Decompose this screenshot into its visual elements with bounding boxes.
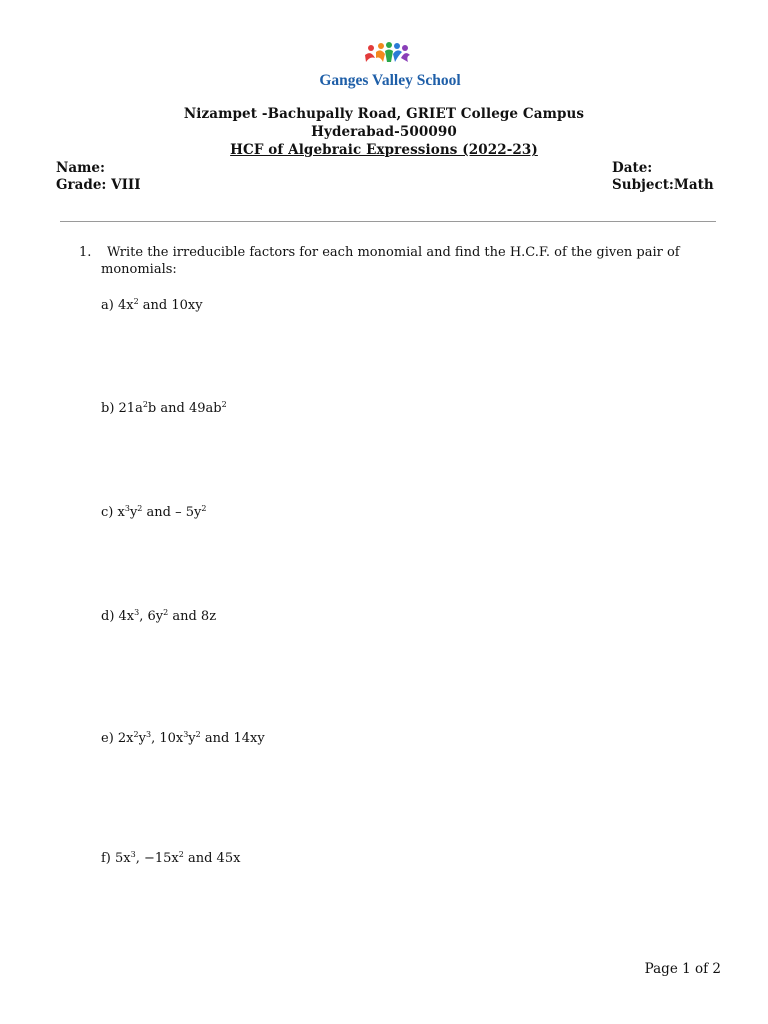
expression-text: and 8z — [168, 609, 217, 624]
date-label: Date: — [612, 160, 653, 176]
exponent: 2 — [221, 400, 227, 409]
expression-text: y — [138, 731, 146, 746]
part-label: e) — [101, 731, 118, 746]
exponent: 2 — [201, 504, 207, 513]
expression-text: 21a — [118, 401, 143, 416]
exponent: 3 — [145, 730, 152, 739]
expression-text: and 45x — [183, 851, 241, 866]
question-part-d — [101, 609, 216, 624]
exponent: 2 — [142, 400, 148, 409]
people-circle-logo-icon — [362, 42, 412, 70]
exponent: 2 — [195, 730, 201, 739]
question-part-b — [101, 401, 227, 416]
school-address-line1: Nizampet -Bachupally Road, GRIET College Campus — [183, 106, 585, 122]
expression-text: 4x — [118, 609, 135, 624]
part-label: d) — [101, 609, 119, 624]
exponent: 3 — [183, 730, 189, 739]
school-name: Ganges Valley School — [319, 72, 461, 89]
part-label: a) — [101, 298, 118, 313]
expression-text: y — [129, 505, 138, 520]
expression-text: and 10xy — [138, 298, 203, 313]
expression-text: 4x — [117, 298, 134, 313]
school-logo — [310, 42, 465, 92]
header-divider — [60, 221, 716, 222]
expression-text: and 14xy — [200, 731, 265, 746]
worksheet-title: HCF of Algebraic Expressions (2022-23) — [230, 142, 538, 158]
school-address-line2: Hyderabad-500090 — [311, 124, 457, 140]
exponent: 2 — [178, 850, 184, 859]
grade-label: Grade: VIII — [56, 177, 141, 193]
expression-text: 5x — [115, 851, 131, 866]
expression-text: , 6y — [139, 609, 164, 624]
part-label: f) — [101, 851, 116, 866]
question-part-e — [101, 731, 265, 746]
exponent: 3 — [130, 850, 136, 859]
question-part-a — [101, 298, 203, 313]
page-number: Page 1 of 2 — [644, 961, 721, 977]
part-label: b) — [101, 401, 119, 416]
exponent: 2 — [133, 730, 139, 739]
question-number: 1. — [79, 245, 92, 260]
expression-text: , 10x — [151, 731, 184, 746]
expression-text: , −15x — [135, 851, 179, 866]
question-part-f — [101, 851, 240, 866]
exponent: 2 — [133, 297, 139, 306]
question-text: Write the irreducible factors for each monomial and find the H.C.F. of the given pair of monomials: — [101, 245, 680, 277]
expression-text: y — [188, 731, 196, 746]
expression-text: 2x — [117, 731, 134, 746]
subject-label: Subject:Math — [612, 177, 714, 193]
exponent: 3 — [124, 504, 130, 513]
exponent: 3 — [134, 608, 140, 617]
name-label: Name: — [56, 160, 105, 176]
question-part-c — [101, 505, 206, 520]
expression-text: x — [117, 505, 125, 520]
expression-text: and – 5y — [142, 505, 202, 520]
expression-text: b and 49ab — [147, 401, 222, 416]
exponent: 2 — [163, 608, 169, 617]
exponent: 2 — [137, 504, 143, 513]
part-label: c) — [101, 505, 118, 520]
